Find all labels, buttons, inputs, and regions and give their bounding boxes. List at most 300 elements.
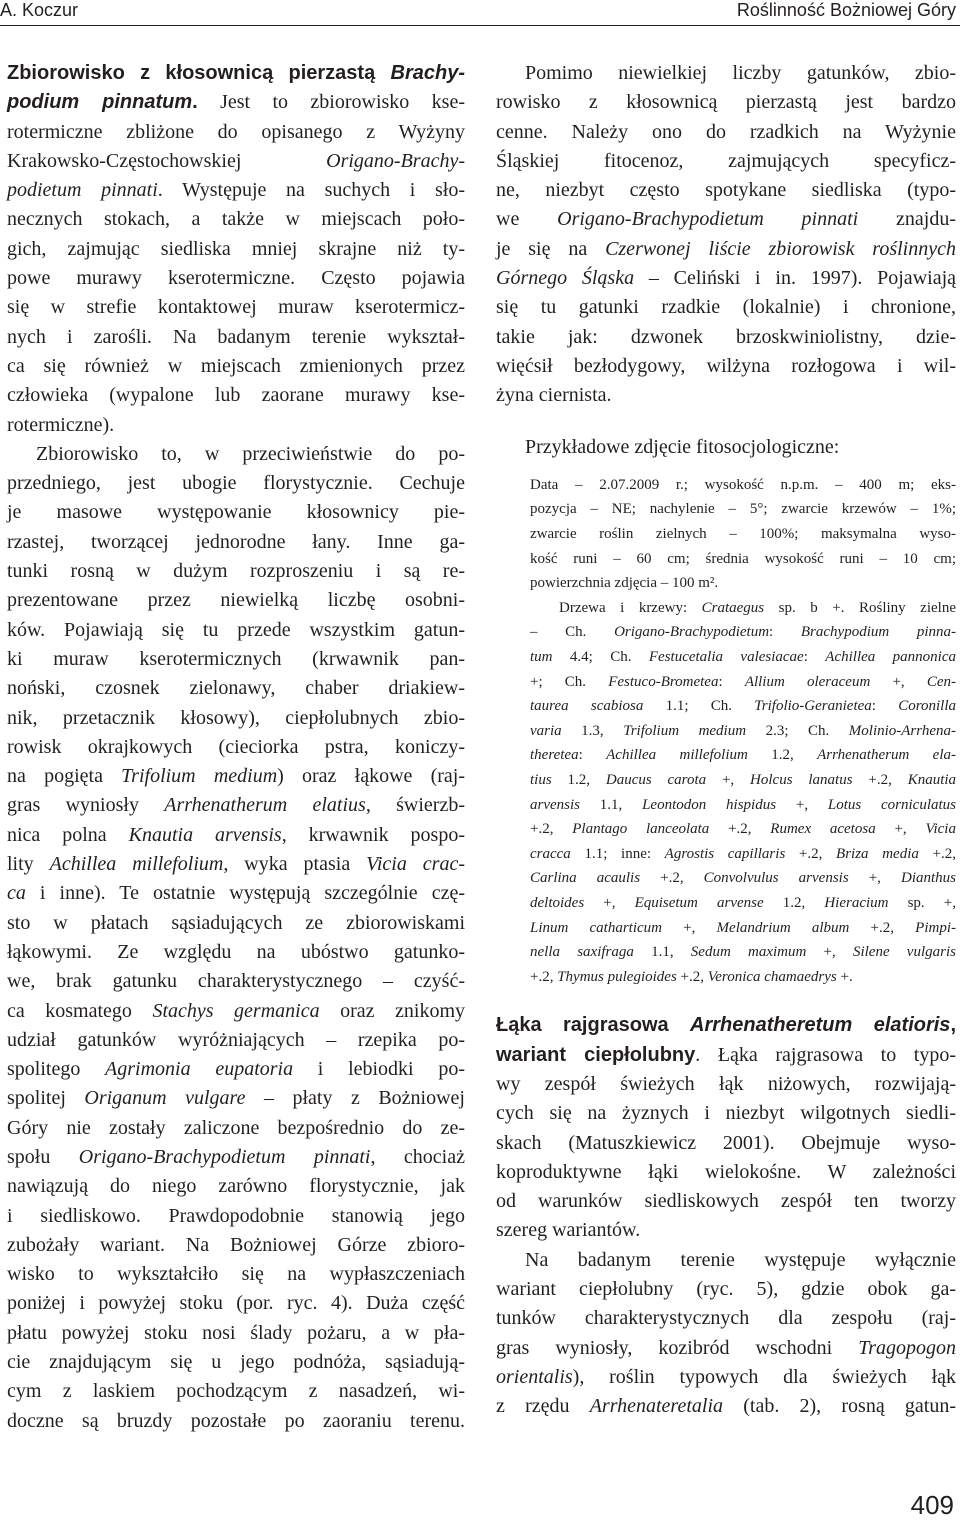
italic-span: Achillea pannonica [825,649,956,666]
text-line [496,323,956,352]
text-span: spolitego [7,1058,106,1081]
text-line [7,205,465,234]
text-span: szereg wariantów. [496,1219,641,1242]
text-line [7,323,465,352]
italic-span: taurea scabiosa [530,698,644,715]
text-span: wariant ciepłolubny (ryc. 5), gdzie obok ga- [496,1278,956,1300]
text-line [7,557,465,586]
text-line [7,1407,465,1436]
text-line [7,293,465,322]
text-line [496,352,956,381]
text-span: prezentowane przez niewielką liczbę osobni- [7,589,465,612]
text-line [530,670,956,695]
text-span: Krakowsko-Częstochowskiej [7,149,327,172]
text-line [530,866,956,891]
text-line [7,1377,465,1406]
italic-span: ca [7,882,26,905]
italic-span: arvensis [530,796,580,813]
text-line [530,891,956,916]
italic-span: Silene vulgaris [852,944,956,961]
italic-span: Briza media [836,845,919,862]
text-span: 1.1; Ch. [643,698,755,715]
text-span: +.2, [640,870,704,887]
italic-span: deltoides [530,894,585,911]
text-span: : [871,698,899,715]
text-span: łąkowymi. Ze względu na ubóstwo gatunko- [7,940,465,963]
text-span: ne, niezbyt często spotykane siedliska (typo- [496,179,956,202]
text-span: z rzędu [496,1395,590,1418]
text-span: nawiązują do niego zarówno florystycznie, jak [7,1175,465,1198]
text-span: noński, czosnek zielonawy, chaber driakiew- [7,677,465,700]
bold-span: Zbiorowisko z kłosownicą pierzastą [7,62,391,84]
italic-span: Festucetalia valesiacae [648,649,804,666]
text-span: 1.2, [763,894,825,911]
text-span: skach (Matuszkiewicz 2001). Obejmuje wyso- [496,1131,956,1154]
text-span: Zbiorowisko to, w przeciwieństwie do po- [36,442,465,465]
text-span: cym z laskiem pochodzącym z nasadzeń, wi- [7,1380,465,1403]
text-span: +.2, [918,845,956,862]
italic-span: Origano-Brachypodietum [614,624,770,641]
text-span: 1.3, [561,722,624,739]
text-span: rowisk okrajkowych (cieciorka pstra, koniczy- [7,735,465,758]
text-span: cenne. Należy ono do rzadkich na Wyżynie [496,120,956,143]
text-line [496,1011,956,1040]
italic-span: varia [530,722,562,739]
text-line [496,118,956,147]
text-line [7,586,465,615]
text-line [7,1231,465,1260]
text-line [496,88,956,117]
text-span: oraz znikomy [319,999,466,1022]
text-line [496,176,956,205]
italic-span: Achillea millefolium [606,747,748,764]
text-span: : [769,624,801,641]
text-span: i inne). Te ostatnie występują szczególnie czę- [25,882,465,905]
text-line [7,88,465,117]
italic-span: podietum pinnati [7,179,158,202]
text-span: na pogięta [7,765,122,788]
text-span: zubożały wariant. Na Bożniowej Górze zbioro- [7,1233,465,1256]
text-line [7,997,465,1026]
italic-span: Sedum maximum [690,944,807,961]
text-span: i siedliskowo. Prawdopodobnie stanowią jego [7,1204,465,1227]
italic-span: Linum catharticum [530,919,662,936]
italic-span: Cen- [926,673,957,690]
text-span: – płaty z Bożniowej [245,1087,465,1110]
italic-span: Achillea millefolium [49,853,224,876]
text-span: +.2, [852,771,908,788]
text-span: +.2, [849,919,916,936]
text-line [7,469,465,498]
text-span: udział gatunków wyróżniających – rzepika po- [7,1028,465,1051]
text-span: tunki rosną w dużym rozproszeniu i są re- [7,560,465,583]
text-span: gich, zajmując siedliska mniej skrajne niż ty- [7,237,465,260]
text-line [7,1348,465,1377]
text-line [530,497,956,522]
text-span: (tab. 2), rosną gatun- [723,1395,957,1418]
text-line [530,940,956,965]
text-line [7,1319,465,1348]
text-line [496,1129,956,1158]
text-line [7,704,465,733]
text-span: 1.1, [633,944,691,961]
text-span: się w strefie kontaktowej muraw kserotermicz- [7,296,465,319]
text-span: powe murawy kserotermiczne. Często pojawia [7,267,465,290]
text-line [530,694,956,719]
text-line [7,1026,465,1055]
italic-span: Trifolium medium [623,722,747,739]
bold-span: Łąka rajgrasowa [496,1014,691,1037]
text-line [7,1084,465,1113]
text-line [7,176,465,205]
text-span: Śląskiej fitocenoz, zajmujących specyficz- [496,149,956,172]
text-span: 4.4; Ch. [552,649,649,666]
text-span: ki muraw kserotermicznych (krwawnik pan- [7,647,465,670]
text-span: znajdu- [858,208,956,231]
text-span: +.2, [530,968,558,985]
text-line [496,1275,956,1304]
text-line [7,147,465,176]
left-column-text [7,59,465,1436]
text-line [496,1246,956,1275]
text-span: : [803,649,826,666]
text-line [530,916,956,941]
text-span: Na badanym terenie występuje wyłącznie [525,1248,956,1271]
italic-span: Melandrium album [716,919,850,936]
italic-span: Hieracium [824,894,889,911]
text-line [7,821,465,850]
releve-heading: Przykładowe zdjęcie fitosocjologiczne: [525,435,840,458]
text-line [7,118,465,147]
text-span: ), roślin typowych dla świeżych łąk [572,1365,956,1388]
text-line [7,1260,465,1289]
italic-span: Arrhenateretalia [589,1395,724,1418]
bold-span: wariant ciepłolubny [496,1043,696,1066]
right-column-top-text [496,59,956,411]
spacer [496,989,956,1011]
text-line [530,571,956,596]
text-line [530,473,956,498]
italic-span: Plantago lanceolata [572,821,710,838]
text-span: +.2, [530,821,573,838]
text-line [7,791,465,820]
text-span: necznych stokach, a także w miejscach poło- [7,208,465,231]
italic-span: Origanum vulgare [84,1087,246,1110]
text-line [7,1143,465,1172]
text-line [7,967,465,996]
text-span: takie jak: dzwonek brzoskwiniolistny, dzie- [496,325,956,348]
text-span: , krwawnik pospo- [281,823,465,846]
bold-span: , [950,1014,956,1037]
text-span: kość runi – 60 cm; średnia wysokość runi – 10 cm; [530,550,956,567]
text-line [530,645,956,670]
text-line [7,762,465,791]
text-span: rzastej, tworzącej jednorodne łany. Inne ga- [7,530,465,553]
italic-span: Origano-Brachypodietum pinnati [557,208,859,231]
italic-span: nella saxifraga [530,944,634,961]
italic-span: Stachys germanica [152,999,320,1022]
text-line [496,1187,956,1216]
italic-span: Allium oleraceum [744,673,871,690]
bold-span: podium pinnatum [7,91,193,114]
text-line [496,1363,956,1392]
text-line [496,1070,956,1099]
text-line [530,965,956,990]
text-line [496,381,956,410]
text-span: nica polna [7,823,129,846]
text-line [496,1304,956,1333]
header-running-title: Roślinność Bożniowej Góry [736,0,956,20]
text-span: 2.3; Ch. [746,722,849,739]
text-span: ) oraz łąkowe (raj- [277,765,466,788]
text-span: cie znajdującym się u jego podnóża, sąsiadują- [7,1351,465,1374]
text-line [496,1216,956,1245]
text-span: 1.2, [551,771,606,788]
text-span: +.2, [709,821,771,838]
italic-span: Origano-Brachypodietum pinnati [78,1145,371,1168]
text-line [496,147,956,176]
italic-span: Carlina acaulis [530,870,641,887]
text-line [530,547,956,572]
text-span: +.2, [676,968,708,985]
text-span: cych się na żyznych i niezbyt wilgotnych siedli- [496,1102,956,1125]
text-line [496,59,956,88]
text-span: +, [875,821,926,838]
running-header [0,0,960,26]
text-span: poniżej i powyżej stoku (por. ryc. 4). Duża część [7,1292,465,1315]
text-span: koproduktywne łąki wielokośne. W zależności [496,1160,956,1183]
text-span: doczne są bruzdy pozostałe po zaoraniu terenu. [7,1409,465,1432]
italic-span: theretea [530,747,579,764]
text-span: sto w płatach sąsiadujących ze zbiorowiskami [7,911,465,934]
text-span: 1.2, [747,747,818,764]
text-span: Drzewa i krzewy: [559,599,702,616]
text-line [496,264,956,293]
text-span: społu [7,1145,79,1168]
italic-span: Veronica chamaedrys [707,968,837,985]
text-span: . Łąka rajgrasowa to typo- [695,1043,956,1066]
text-span: – Celiński i in. 1997). Pojawiają [634,267,956,290]
releve-text [530,473,956,989]
text-line [7,264,465,293]
italic-span: Trifolio-Geranietea [754,698,872,715]
italic-span: Trifolium medium [121,765,278,788]
text-line [530,817,956,842]
bold-span: Arrhenatheretum elatioris [690,1014,951,1037]
text-span: je się na [496,237,606,260]
text-line [7,1202,465,1231]
text-span: +; Ch. [530,673,609,690]
italic-span: tius [530,771,552,788]
text-span: spolitej [7,1087,85,1110]
text-span: 1.1; inne: [570,845,665,862]
italic-span: Czerwonej liście zbiorowisk roślinnych [605,237,956,260]
text-line [7,938,465,967]
italic-span: Origano-Brachy- [326,149,465,172]
italic-span: Convolvulus arvensis [703,870,849,887]
italic-span: Coronilla [898,698,956,715]
text-span: +, [806,944,853,961]
text-span: +, [584,894,635,911]
italic-span: cracca [530,845,571,862]
text-line [496,1392,956,1421]
text-span: : [718,673,745,690]
text-line [496,205,956,234]
text-line [7,411,465,440]
text-line [530,793,956,818]
italic-span: Crataegus [701,599,765,616]
text-span: wy zespół świeżych łąk niżowych, rozwijają- [496,1072,956,1095]
text-line [530,596,956,621]
left-column [7,59,465,1436]
text-line [7,674,465,703]
text-line [530,768,956,793]
text-line [7,616,465,645]
text-span: wisko to wykształciło się na wypłaszczeniach [7,1263,465,1286]
italic-span: Vicia crac- [366,853,466,876]
italic-span: Rumex acetosa [770,821,876,838]
italic-span: Daucus carota [605,771,707,788]
text-span: – Ch. [530,624,615,641]
text-line [530,522,956,547]
text-line [7,59,465,88]
text-line [496,235,956,264]
text-line [530,719,956,744]
text-line [7,528,465,557]
text-line [496,1099,956,1128]
text-span: tunków charakterystycznych dla zespołu (raj- [496,1307,956,1330]
italic-span: Arrhenatherum elatius [164,794,366,817]
italic-span: Górnego Śląska [496,267,635,290]
italic-span: Agrimonia eupatoria [105,1058,294,1081]
text-line [496,293,956,322]
text-line [7,1172,465,1201]
text-line [7,909,465,938]
text-line [530,620,956,645]
italic-span: Molinio-Arrhena- [848,722,956,739]
text-span: , chociaż [370,1145,465,1168]
text-span: Data – 2.07.2009 r.; wysokość n.p.m. – 400 m; eks- [530,476,956,493]
spacer [496,411,956,433]
italic-span: Arrhenatherum ela- [817,747,956,764]
text-span: powierzchnia zdjęcia – 100 m². [530,575,719,592]
text-span: rowisko z kłosownicą pierzastą jest bardzo [496,91,956,114]
text-span: we, brak gatunku charakterystycznego – czyść- [7,970,465,993]
text-span: +, [662,919,717,936]
text-span: . Występuje na suchych i sło- [157,179,465,202]
text-span: gras wyniosły, kozibród wschodni [496,1336,859,1359]
text-span: Góry nie zostały zaliczone bezpośrednio do ze- [7,1116,465,1139]
text-span: gras wyniosły [7,794,165,817]
text-line [7,440,465,469]
text-span: , świerzb- [365,794,465,817]
text-line [7,352,465,381]
italic-span: Brachypodium pinna- [800,624,957,641]
text-span: zwarcie roślin zielnych – 100%; maksymalna wyso- [530,526,956,543]
text-span: człowieka (wypalone lub zaorane murawy kse- [7,384,465,407]
page-number: 409 [910,1490,954,1520]
text-line [496,1041,956,1070]
text-span: +, [776,796,828,813]
text-span: +, [848,870,901,887]
text-span: sp. b +. Rośliny zielne [764,599,956,616]
releve-block [496,473,956,989]
text-span: je masowe występowanie kłosownicy pie- [7,501,465,524]
text-span: się tu gatunki rzadkie (lokalnie) i chronione, [496,296,956,319]
italic-span: Knautia arvensis [128,823,282,846]
text-span: +. [836,968,853,985]
text-span: +.2, [785,845,837,862]
text-line [7,498,465,527]
italic-span: Equisetum arvense [634,894,764,911]
text-span: we [496,208,558,231]
text-line [7,850,465,879]
italic-span: Knautia [907,771,957,788]
text-line [7,1289,465,1318]
text-span: płatu powyżej stoku nosi ślady pożaru, a w pła- [7,1321,465,1344]
header-author: A. Koczur [0,0,79,20]
text-line [7,381,465,410]
italic-span: Festuco-Brometea [608,673,719,690]
text-line [530,743,956,768]
text-span: lity [7,853,50,876]
text-line [7,879,465,908]
italic-span: Leontodon hispidus [642,796,777,813]
text-span: ków. Pojawiają się tu przede wszystkim gatun- [7,618,465,641]
italic-span: Agrostis capillaris [664,845,786,862]
text-span: sp. +, [888,894,956,911]
text-span: i lebiodki po- [293,1058,465,1081]
italic-span: Pimpi- [915,919,956,936]
text-line [7,1055,465,1084]
text-span: rotermiczne). [7,413,115,436]
italic-span: Thymus pulegioides [557,968,677,985]
text-line [7,733,465,762]
italic-span: Dianthus [900,870,956,887]
bold-span: . [192,91,198,114]
text-span: żyna ciernista. [496,384,612,407]
text-line [496,1158,956,1187]
text-span: nik, przetacznik kłosowy), ciepłolubnych zbio- [7,706,465,729]
italic-span: tum [530,649,553,666]
text-span: +, [706,771,751,788]
italic-span: orientalis [496,1365,573,1388]
text-span: ca kosmatego [7,999,153,1022]
text-span: pozycja – NE; nachylenie – 5°; zwarcie krzewów – 1%; [530,501,956,518]
text-span: więćsił bezłodygowy, wilżyna rozłogowa i wil- [496,354,956,377]
spacer [496,462,956,473]
header-rule [0,25,960,26]
text-span: 1.1, [580,796,643,813]
right-column-bottom-text [496,1011,956,1421]
bold-span: Brachy- [390,62,465,84]
text-line [7,1114,465,1143]
text-line [530,842,956,867]
text-span: ca się również w miejscach zmienionych przez [7,354,465,377]
text-line [7,645,465,674]
text-span: od warunków siedliskowych zespół ten tworzy [496,1190,956,1213]
italic-span: Tragopogon [858,1336,956,1359]
italic-span: Lotus corniculatus [827,796,957,813]
italic-span: Vicia [925,821,956,838]
right-column [496,59,956,1421]
text-span: rotermiczne zbliżone do opisanego z Wyżyny [7,120,465,143]
text-span: Pomimo niewielkiej liczby gatunków, zbio- [525,62,956,84]
italic-span: Holcus lanatus [750,771,853,788]
text-line [496,1334,956,1363]
text-span: +, [870,673,927,690]
text-span: , wyka ptasia [223,853,367,876]
